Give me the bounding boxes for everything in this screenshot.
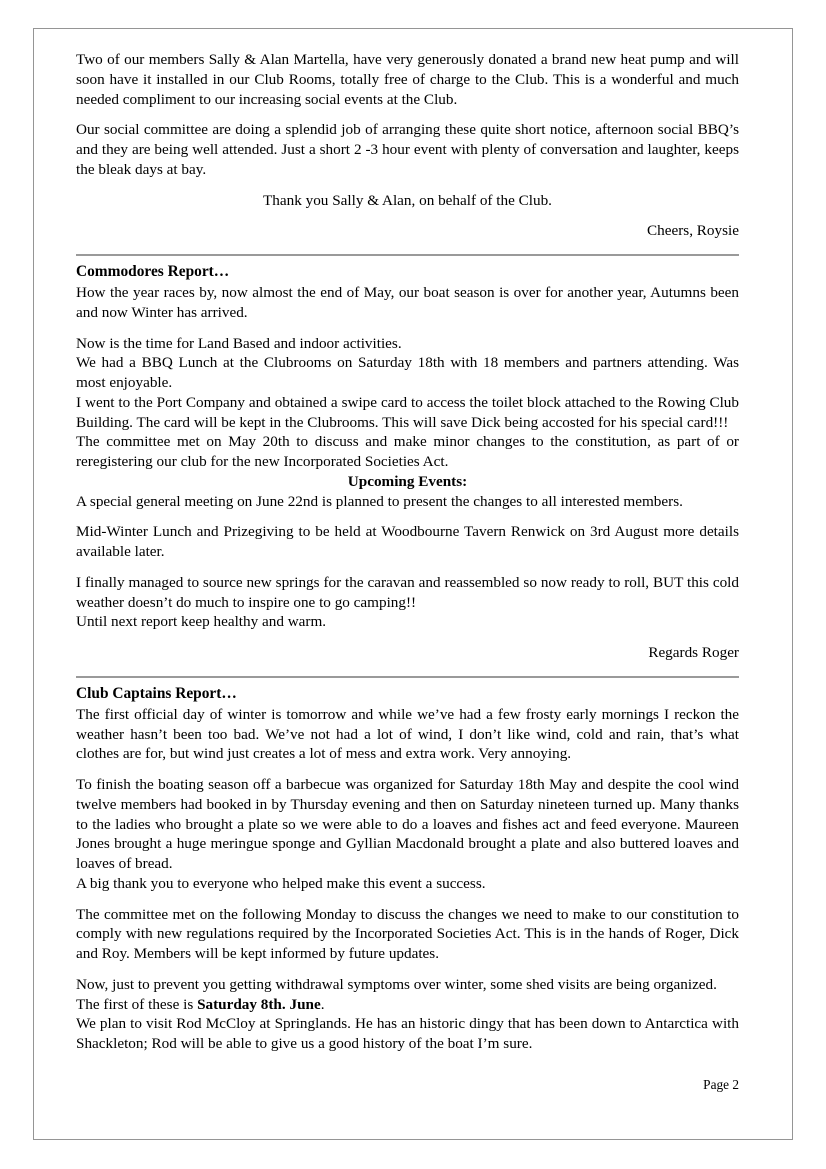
paragraph: We had a BBQ Lunch at the Clubrooms on Saturday 18th with 18 members and partners attending. Was most enjoyable. [76,354,739,392]
upcoming-events-subheading: Upcoming Events: [347,472,468,490]
paragraph: The committee met on the following Monday to discuss the changes we need to make to our constitution to comply with new regulations required by the Incorporated Societies Act. This is in the hands of Roger, Dick and Roy. Members will be kept informed by future updates. [76,905,739,963]
paragraph: I went to the Port Company and obtained a swipe card to access the toilet block attached to the Rowing Club Building. The card will be kept in the Clubrooms. This will save Dick being accosted for his special card!!! [76,393,739,431]
paragraph: To finish the boating season off a barbecue was organized for Saturday 18th May and despite the cool wind twelve members had booked in by Thursday evening and then on Saturday nineteen turned up. Many thanks to the ladies who brought a plate so we were able to do a loaves and fishes act and feed everyone. Maureen Jones brought a huge meringue sponge and Gyllian Macdonald brought a plate and also buttered loaves and loaves of bread. [76,776,739,873]
section-heading: Commodores Report… [76,263,230,280]
first-visit-line [76,995,739,1015]
first-visit-date: Saturday 8th. June [197,995,321,1013]
paragraph: Mid-Winter Lunch and Prizegiving to be held at Woodbourne Tavern Renwick on 3rd August more details available later. [76,523,739,561]
section-heading: Club Captains Report… [76,684,237,702]
paragraph: Until next report keep healthy and warm. [76,613,327,631]
paragraph: Our social committee are doing a splendid job of arranging these quite short notice, afternoon social BBQ’s and they are being well attended. Just a short 2 -3 hour event with plenty of conversation and laughter, keeps the bleak days at bay. [76,121,739,178]
section-commodores-report [76,262,739,663]
page-number: Page 2 [703,1077,739,1092]
signoff: Regards Roger [648,644,739,662]
first-visit-suffix: . [320,995,325,1013]
paragraph: Now, just to prevent you getting withdrawal symptoms over winter, some shed visits are being organized. [76,975,717,993]
paragraph: How the year races by, now almost the end of May, our boat season is over for another year, Autumns been and now Winter has arrived. [76,284,739,321]
paragraph: Now is the time for Land Based and indoor activities. [76,334,402,352]
section-divider [76,254,739,256]
paragraph: I finally managed to source new springs for the caravan and reassembled so now ready to roll, BUT this cold weather doesn’t do much to inspire one to go camping!! [76,573,739,611]
paragraph: Two of our members Sally & Alan Martella, have very generously donated a brand new heat pump and will soon have it installed in our Club Rooms, totally free of charge to the Club. This is a wonderful and much needed compliment to our increasing social events at the Club. [76,51,739,108]
thank-you-line: Thank you Sally & Alan, on behalf of the Club. [263,191,552,209]
first-visit-prefix: The first of these is [76,995,198,1013]
paragraph: A special general meeting on June 22nd is planned to present the changes to all interested members. [76,492,683,510]
paragraph: We plan to visit Rod McCloy at Springlands. He has an historic dingy that has been down to Antarctica with Shackleton; Rod will be able to give us a good history of the boat I’m sure. [76,1015,739,1053]
section-intro [76,50,739,241]
signoff: Cheers, Roysie [647,222,739,240]
paragraph: The first official day of winter is tomorrow and while we’ve had a few frosty early mornings I reckon the weather hasn’t been too bad. We’ve not had a lot of wind, I don’t like wind, cold and rain, that’s what clothes are for, but wind just creates a lot of mess and extra work. Very annoying. [76,705,739,763]
paragraph: A big thank you to everyone who helped make this event a success. [76,874,486,892]
section-divider [76,676,739,678]
document-content [76,50,739,1054]
section-club-captains-report [76,684,739,1054]
paragraph: The committee met on May 20th to discuss and make minor changes to the constitution, as part of or reregistering our club for the new Incorporated Societies Act. [76,433,739,471]
